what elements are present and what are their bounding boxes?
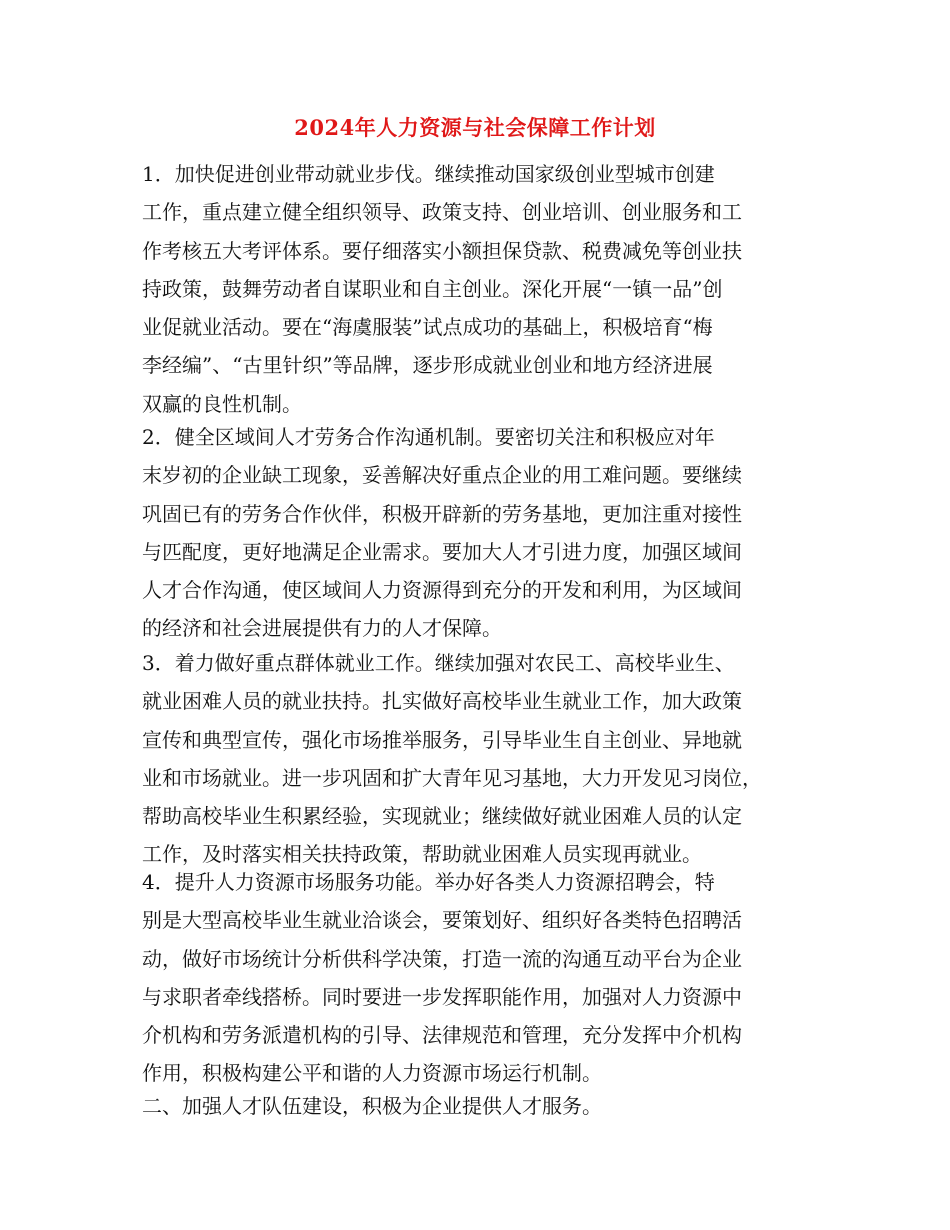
document-title: 2024年人力资源与社会保障工作计划 xyxy=(294,115,656,140)
paragraph-line: 工作，重点建立健全组织领导、政策支持、创业培训、创业服务和工 xyxy=(142,200,742,225)
paragraph-line: 作考核五大考评体系。要仔细落实小额担保贷款、税费减免等创业扶 xyxy=(142,238,742,263)
paragraph-line: 二、加强人才队伍建设，积极为企业提供人才服务。 xyxy=(142,1094,602,1118)
paragraph-line: 业和市场就业。进一步巩固和扩大青年见习基地，大力开发见习岗位， xyxy=(142,765,762,790)
paragraph-4 xyxy=(142,863,812,1093)
paragraph-line: 李经编”、“古里针织”等品牌，逐步形成就业创业和地方经济进展 xyxy=(142,353,713,378)
paragraph-line: 宣传和典型宣传，强化市场推举服务，引导毕业生自主创业、异地就 xyxy=(142,727,742,752)
paragraph-line: 人才合作沟通，使区域间人力资源得到充分的开发和利用，为区域间 xyxy=(142,578,742,603)
paragraph-line: 持政策，鼓舞劳动者自谋职业和自主创业。深化开展“一镇一品”创 xyxy=(142,276,723,301)
paragraph-5 xyxy=(142,1087,812,1125)
paragraph-line: 2．健全区域间人才劳务合作沟通机制。要密切关注和积极应对年 xyxy=(142,425,715,449)
paragraph-line: 介机构和劳务派遣机构的引导、法律规范和管理，充分发挥中介机构 xyxy=(142,1023,742,1048)
paragraph-line: 末岁初的企业缺工现象，妥善解决好重点企业的用工难问题。要继续 xyxy=(142,463,742,488)
paragraph-line: 动，做好市场统计分析供科学决策，打造一流的沟通互动平台为企业 xyxy=(142,946,742,971)
paragraph-3 xyxy=(142,644,812,874)
paragraph-line: 就业困难人员的就业扶持。扎实做好高校毕业生就业工作，加大政策 xyxy=(142,689,742,714)
paragraph-line: 别是大型高校毕业生就业洽谈会，要策划好、组织好各类特色招聘活 xyxy=(142,908,742,933)
paragraph-line: 业促就业活动。要在“海虞服装”试点成功的基础上，积极培育“梅 xyxy=(142,315,713,340)
paragraph-line: 巩固已有的劳务合作伙伴，积极开辟新的劳务基地，更加注重对接性 xyxy=(142,501,742,526)
paragraph-line: 双赢的良性机制。 xyxy=(142,391,302,416)
paragraph-line: 与求职者牵线搭桥。同时要进一步发挥职能作用，加强对人力资源中 xyxy=(142,984,742,1009)
paragraph-2 xyxy=(142,418,812,648)
paragraph-line: 1．加快促进创业带动就业步伐。继续推动国家级创业型城市创建 xyxy=(142,162,715,186)
paragraph-line: 工作，及时落实相关扶持政策，帮助就业困难人员实现再就业。 xyxy=(142,842,702,867)
paragraph-line: 3．着力做好重点群体就业工作。继续加强对农民工、高校毕业生、 xyxy=(142,651,735,675)
paragraph-line: 与匹配度，更好地满足企业需求。要加大人才引进力度，加强区域间 xyxy=(142,539,742,564)
paragraph-line: 4．提升人力资源市场服务功能。举办好各类人力资源招聘会，特 xyxy=(142,870,715,894)
paragraph-line: 的经济和社会进展提供有力的人才保障。 xyxy=(142,616,502,641)
paragraph-line: 帮助高校毕业生积累经验，实现就业；继续做好就业困难人员的认定 xyxy=(142,804,742,829)
paragraph-1 xyxy=(142,155,812,423)
paragraph-line: 作用，积极构建公平和谐的人力资源市场运行机制。 xyxy=(142,1061,602,1086)
